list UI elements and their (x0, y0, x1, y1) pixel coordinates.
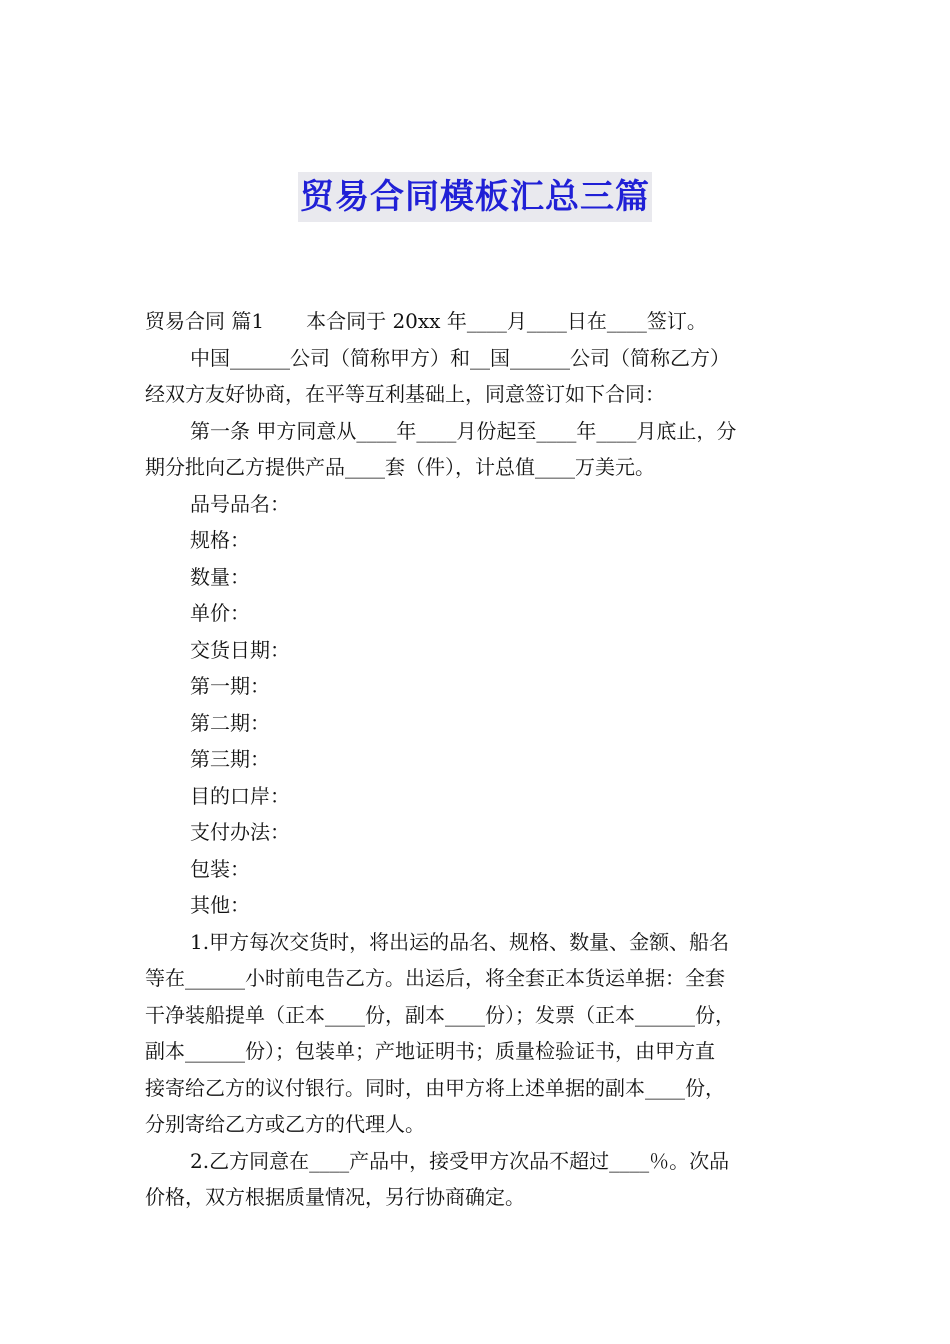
clause1-line-3: 干净装船提单（正本____份，副本____份）；发票（正本______份， (145, 1002, 735, 1027)
document-title-row (0, 172, 950, 222)
parties-line-2: 经双方友好协商，在平等互利基础上，同意签订如下合同： (145, 382, 665, 406)
clause2-line-1: 2.乙方同意在____产品中，接受甲方次品不超过____％。次品 (190, 1148, 730, 1173)
field-phase-3: 第三期： (190, 747, 270, 771)
field-specification: 规格： (190, 528, 250, 552)
clause2-line-2: 价格，双方根据质量情况，另行协商确定。 (145, 1185, 525, 1209)
field-quantity: 数量： (190, 564, 250, 589)
clause1-line-5: 接寄给乙方的议付银行。同时，由甲方将上述单据的副本____份， (145, 1075, 725, 1100)
clause1-line-2: 等在______小时前电告乙方。出运后，将全套正本货运单据：全套 (145, 966, 725, 990)
clause1-line-6: 分别寄给乙方或乙方的代理人。 (145, 1112, 425, 1136)
document-body (145, 303, 810, 1216)
field-packaging: 包装： (190, 856, 250, 881)
field-payment-method: 支付办法： (190, 820, 290, 844)
article1-line-2: 期分批向乙方提供产品____套（件），计总值____万美元。 (145, 455, 655, 479)
clause1-line-1: 1.甲方每次交货时，将出运的品名、规格、数量、金额、船名 (190, 929, 730, 954)
contract-part-heading: 贸易合同 篇1 (145, 309, 265, 333)
intro-text: 本合同于 20xx 年____月____日在____签订。 (306, 309, 707, 333)
clause1-line-4: 副本______份）；包装单；产地证明书；质量检验证书，由甲方直 (145, 1039, 715, 1063)
heading-line (145, 303, 810, 340)
field-delivery-date: 交货日期： (190, 637, 290, 662)
field-phase-2: 第二期： (190, 710, 270, 735)
field-product-name: 品号品名： (190, 491, 290, 516)
field-other: 其他： (190, 893, 250, 917)
field-destination-port: 目的口岸： (190, 783, 290, 808)
document-title: 贸易合同模板汇总三篇 (298, 172, 652, 222)
field-phase-1: 第一期： (190, 674, 270, 698)
parties-line-1: 中国______公司（简称甲方）和__国______公司（简称乙方） (190, 345, 730, 370)
field-unit-price: 单价： (190, 601, 250, 625)
article1-line-1: 第一条 甲方同意从____年____月份起至____年____月底止，分 (190, 418, 737, 443)
